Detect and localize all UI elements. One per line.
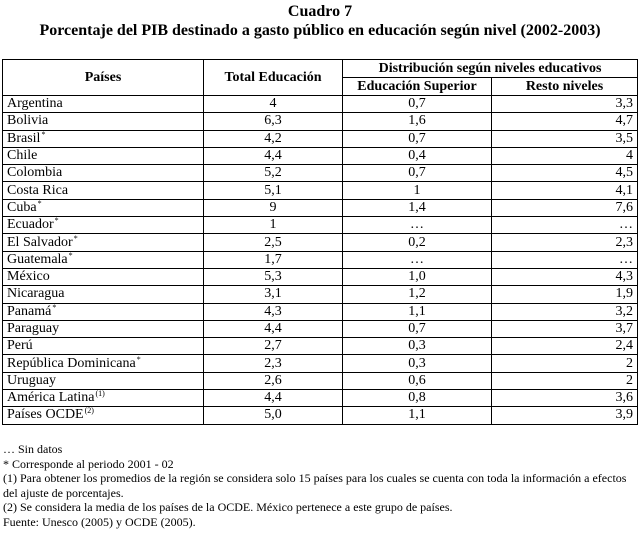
footnote-marker: * (54, 216, 59, 226)
country-name: Uruguay (7, 372, 56, 388)
country-cell (3, 303, 204, 320)
educacion-superior-cell: 1,2 (343, 286, 492, 303)
country-name: Panamá (7, 303, 52, 319)
country-cell (3, 390, 204, 407)
table-row (3, 199, 638, 216)
resto-niveles-cell: 2 (492, 372, 638, 389)
header-educacion-superior: Educación Superior (343, 78, 492, 96)
country-cell (3, 320, 204, 337)
footnote: … Sin datos (3, 442, 63, 456)
header-resto-niveles: Resto niveles (492, 78, 638, 96)
header-total-educacion: Total Educación (204, 60, 343, 96)
total-educacion-cell: 5,3 (204, 268, 343, 285)
table-row (3, 96, 638, 113)
table-row (3, 251, 638, 268)
total-educacion-cell: 5,0 (204, 407, 343, 424)
educacion-superior-cell: 0,6 (343, 372, 492, 389)
table-row (3, 372, 638, 389)
footnote-marker: * (73, 233, 78, 243)
country-name: Países OCDE (7, 407, 84, 423)
country-name: Cuba (7, 199, 37, 215)
table-row (3, 217, 638, 234)
educacion-superior-cell: 0,7 (343, 96, 492, 113)
country-cell (3, 199, 204, 216)
resto-niveles-cell: 3,5 (492, 130, 638, 147)
country-cell (3, 182, 204, 199)
resto-niveles-cell: 7,6 (492, 199, 638, 216)
educacion-superior-cell: … (343, 251, 492, 268)
table-row (3, 130, 638, 147)
resto-niveles-cell: 4,1 (492, 182, 638, 199)
table-row (3, 407, 638, 424)
table-row (3, 165, 638, 182)
educacion-superior-cell: 1,1 (343, 303, 492, 320)
educacion-superior-cell: 1,4 (343, 199, 492, 216)
country-cell (3, 268, 204, 285)
country-cell (3, 355, 204, 372)
table-row (3, 320, 638, 337)
total-educacion-cell: 5,2 (204, 165, 343, 182)
country-name: México (7, 269, 50, 285)
footnote: (1) Para obtener los promedios de la región se considera solo 15 países para los cuales se cuenta con toda la información a efectos del ajuste de porcentajes. (3, 471, 627, 500)
educacion-superior-cell: 0,3 (343, 355, 492, 372)
country-cell (3, 147, 204, 164)
resto-niveles-cell: … (492, 251, 638, 268)
educacion-superior-cell: 1,1 (343, 407, 492, 424)
resto-niveles-cell: 3,7 (492, 320, 638, 337)
table-caption-title: Porcentaje del PIB destinado a gasto público en educación según nivel (2002-2003) (39, 22, 601, 39)
country-name: Colombia (7, 165, 63, 181)
country-name: Nicaragua (7, 286, 65, 302)
country-name: República Dominicana (7, 355, 136, 371)
country-cell (3, 407, 204, 424)
education-spending-table (2, 59, 638, 425)
country-cell (3, 286, 204, 303)
resto-niveles-cell: 4 (492, 147, 638, 164)
total-educacion-cell: 4,2 (204, 130, 343, 147)
country-cell (3, 372, 204, 389)
footnote-marker: * (136, 354, 141, 364)
country-name: Argentina (7, 96, 63, 112)
country-name: América Latina (7, 390, 95, 406)
total-educacion-cell: 4,3 (204, 303, 343, 320)
educacion-superior-cell: 1 (343, 182, 492, 199)
country-name: Brasil (7, 130, 41, 146)
table-title-block (0, 3, 640, 40)
footnote-marker: (1) (95, 389, 105, 399)
country-cell (3, 113, 204, 130)
total-educacion-cell: 4,4 (204, 147, 343, 164)
country-cell (3, 234, 204, 251)
footnote: (2) Se considera la media de los países de la OCDE. México pertenece a este grupo de países. (3, 500, 453, 515)
educacion-superior-cell: … (343, 217, 492, 234)
table-row (3, 113, 638, 130)
resto-niveles-cell: 3,6 (492, 390, 638, 407)
country-name: Paraguay (7, 321, 60, 336)
total-educacion-cell: 5,1 (204, 182, 343, 199)
educacion-superior-cell: 0,7 (343, 320, 492, 337)
educacion-superior-cell: 0,2 (343, 234, 492, 251)
country-name: Guatemala (7, 251, 68, 267)
table-row (3, 338, 638, 355)
country-cell (3, 165, 204, 182)
resto-niveles-cell: 3,2 (492, 303, 638, 320)
table-row (3, 147, 638, 164)
resto-niveles-cell: 2,4 (492, 338, 638, 355)
country-name: Perú (7, 338, 33, 354)
table-body (3, 96, 638, 425)
resto-niveles-cell: 4,5 (492, 165, 638, 182)
resto-niveles-cell: 2 (492, 355, 638, 372)
table-notes (3, 442, 639, 530)
table-row (3, 286, 638, 303)
table-row (3, 182, 638, 199)
resto-niveles-cell: 4,7 (492, 113, 638, 130)
educacion-superior-cell: 1,0 (343, 268, 492, 285)
resto-niveles-cell: 3,3 (492, 96, 638, 113)
country-name: Bolivia (7, 113, 49, 129)
total-educacion-cell: 9 (204, 199, 343, 216)
total-educacion-cell: 2,6 (204, 372, 343, 389)
footnote-marker: * (41, 129, 46, 139)
total-educacion-cell: 1,7 (204, 251, 343, 268)
footnote-marker: * (37, 198, 42, 208)
country-cell (3, 96, 204, 113)
country-cell (3, 338, 204, 355)
total-educacion-cell: 6,3 (204, 113, 343, 130)
country-name: Chile (7, 148, 38, 164)
total-educacion-cell: 4,4 (204, 320, 343, 337)
table-caption-number: Cuadro 7 (287, 3, 353, 20)
footnote-marker: * (52, 302, 57, 312)
total-educacion-cell: 2,5 (204, 234, 343, 251)
table-row (3, 390, 638, 407)
resto-niveles-cell: 1,9 (492, 286, 638, 303)
total-educacion-cell: 1 (204, 217, 343, 234)
resto-niveles-cell: 4,3 (492, 268, 638, 285)
total-educacion-cell: 2,7 (204, 338, 343, 355)
country-name: El Salvador (7, 234, 73, 250)
resto-niveles-cell: 2,3 (492, 234, 638, 251)
footnote-marker: (2) (84, 406, 94, 416)
country-cell (3, 251, 204, 268)
resto-niveles-cell: … (492, 217, 638, 234)
total-educacion-cell: 4,4 (204, 390, 343, 407)
header-distribucion: Distribución según niveles educativos (343, 60, 638, 78)
educacion-superior-cell: 0,7 (343, 130, 492, 147)
header-paises: Países (3, 60, 204, 96)
footnote-marker: * (68, 250, 73, 260)
educacion-superior-cell: 0,7 (343, 165, 492, 182)
footnote: * Corresponde al periodo 2001 - 02 (3, 456, 174, 471)
total-educacion-cell: 4 (204, 96, 343, 113)
total-educacion-cell: 2,3 (204, 355, 343, 372)
country-cell (3, 217, 204, 234)
footnote: Fuente: Unesco (2005) y OCDE (2005). (3, 514, 196, 529)
educacion-superior-cell: 1,6 (343, 113, 492, 130)
resto-niveles-cell: 3,9 (492, 407, 638, 424)
country-name: Costa Rica (7, 182, 69, 198)
table-row (3, 303, 638, 320)
table-row (3, 268, 638, 285)
educacion-superior-cell: 0,4 (343, 147, 492, 164)
table-row (3, 355, 638, 372)
table-row (3, 234, 638, 251)
country-name: Ecuador (7, 217, 54, 233)
educacion-superior-cell: 0,8 (343, 390, 492, 407)
country-cell (3, 130, 204, 147)
educacion-superior-cell: 0,3 (343, 338, 492, 355)
total-educacion-cell: 3,1 (204, 286, 343, 303)
